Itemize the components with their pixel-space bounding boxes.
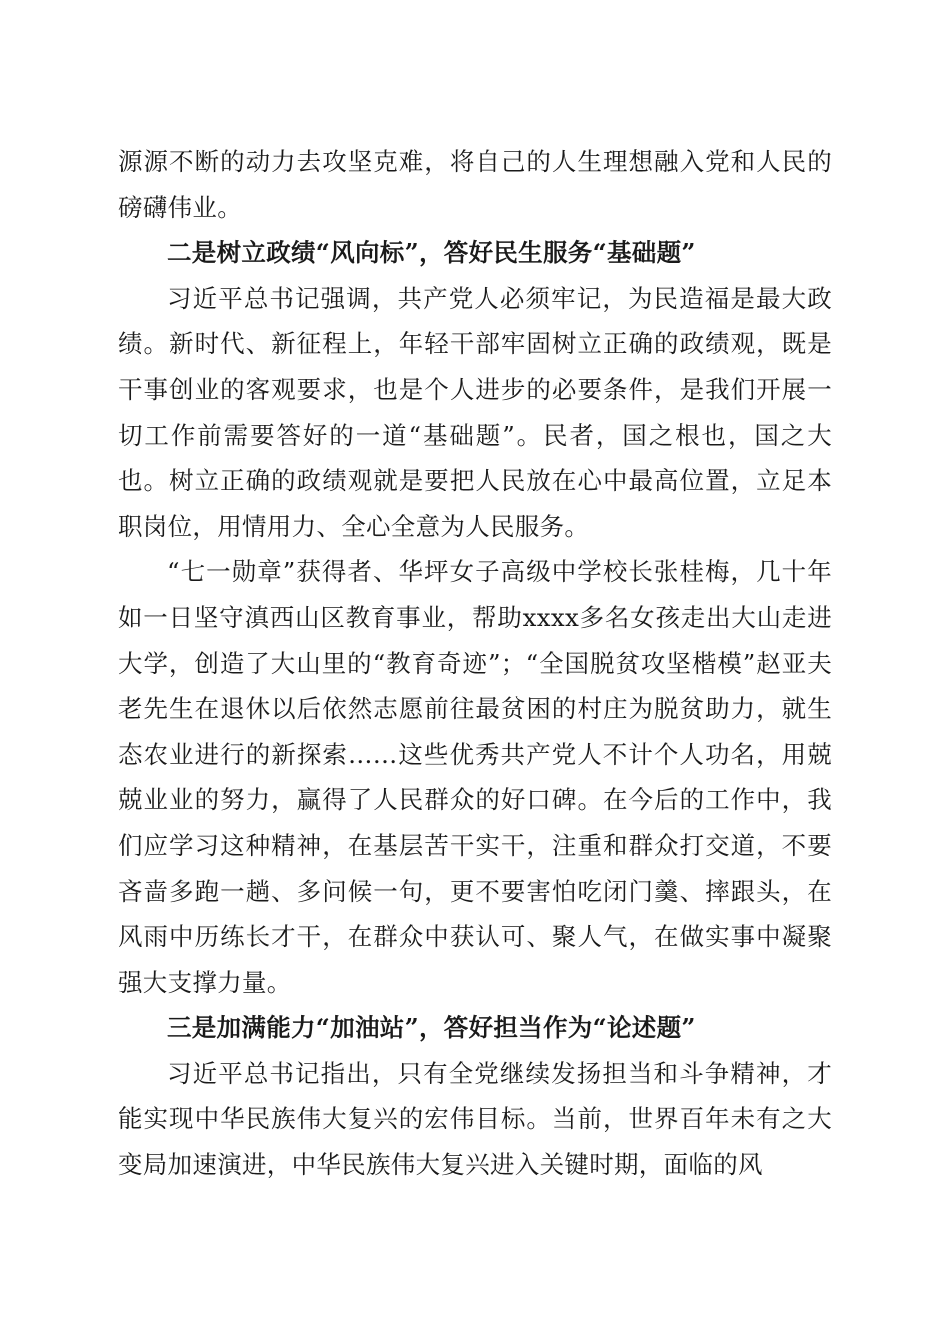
paragraph-responsibility: 习近平总书记指出，只有全党继续发扬担当和斗争精神，才能实现中华民族伟大复兴的宏伟目标。当前，世界百年未有之大变局加速演进，中华民族伟大复兴进入关键时期，面临的风 xyxy=(118,1058,832,1180)
paragraph-political-achievement: 习近平总书记强调，共产党人必须牢记，为民造福是最大政绩。新时代、新征程上，年轻干部牢固树立正确的政绩观，既是干事创业的客观要求，也是个人进步的必要条件，是我们开展一切工作前需要答好的一道“基础题”。民者，国之根也，国之大也。树立正确的政绩观就是要把人民放在心中最高位置，立足本职岗位，用情用力、全心全意为人民服务。 xyxy=(118,283,832,541)
paragraph-continued: 源源不断的动力去攻坚克难，将自己的人生理想融入党和人民的磅礴伟业。 xyxy=(118,147,832,222)
section-heading-2: 二是树立政绩“风向标”，答好民生服务“基础题” xyxy=(167,238,696,268)
document-body xyxy=(118,139,832,1188)
section-heading-3: 三是加满能力“加油站”，答好担当作为“论述题” xyxy=(167,1013,696,1043)
paragraph-role-models: “七一勋章”获得者、华坪女子高级中学校长张桂梅，几十年如一日坚守滇西山区教育事业，帮助xxxx多名女孩走出大山走进大学，创造了大山里的“教育奇迹”；“全国脱贫攻坚楷模”赵亚夫老先生在退休以后依然志愿前往最贫困的村庄为脱贫助力，就生态农业进行的新探索……这些优秀共产党人不计个人功名，用兢兢业业的努力，赢得了人民群众的好口碑。在今后的工作中，我们应学习这种精神，在基层苦干实干，注重和群众打交道，不要吝啬多跑一趟、多问候一句，更不要害怕吃闭门羹、摔跟头，在风雨中历练长才干，在群众中获认可、聚人气，在做实事中凝聚强大支撑力量。 xyxy=(118,557,832,997)
